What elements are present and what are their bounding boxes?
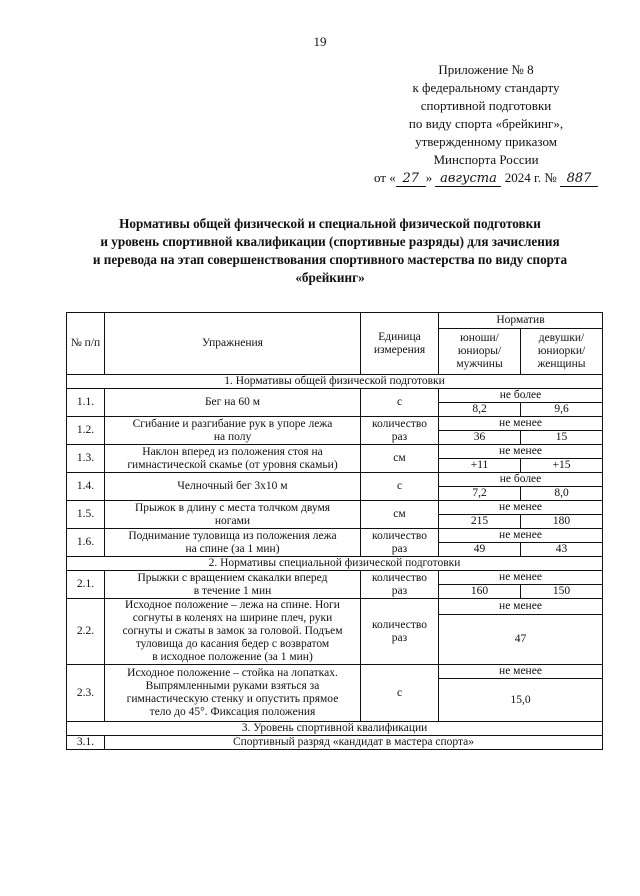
exercise-name xyxy=(105,417,361,445)
norm-qualifier: не менее xyxy=(439,571,603,585)
header-exercise: Упражнения xyxy=(105,313,361,375)
row-number: 1.3. xyxy=(67,445,105,473)
exercise-line: на спине (за 1 мин) xyxy=(185,542,280,555)
exercise-name xyxy=(105,445,361,473)
document-title xyxy=(60,215,600,287)
exercise-line: Исходное положение – стойка на лопатках. xyxy=(127,667,338,679)
unit: количество раз xyxy=(361,417,439,445)
exercise-name xyxy=(105,599,361,665)
norm-value-girls: 8,0 xyxy=(521,487,603,501)
norm-qualifier: не менее xyxy=(439,529,603,543)
title-line: и уровень спортивной квалификации (спортивные разряды) для зачисления xyxy=(100,234,560,249)
header-norm: Норматив xyxy=(439,313,603,329)
header-girls: девушки/ юниорки/ женщины xyxy=(521,329,603,375)
row-number: 1.6. xyxy=(67,529,105,557)
norm-qualifier: не менее xyxy=(439,665,603,679)
exercise-line: туловища до касания бедер с возвратом xyxy=(135,638,330,650)
unit: количество раз xyxy=(361,571,439,599)
exercise-line: гимнастической скамье (от уровня скамьи) xyxy=(127,458,338,471)
norm-qualifier: не более xyxy=(439,473,603,487)
exercise-line: Поднимание туловища из положения лежа xyxy=(128,529,337,542)
date-quote-close: » xyxy=(425,170,433,185)
exercise-line: Выпрямленными руками взяться за xyxy=(145,680,320,692)
title-line: Нормативы общей физической и специальной физической подготовки xyxy=(119,216,541,231)
exercise-line: Челночный бег 3х10 м xyxy=(177,480,288,492)
exercise-line: Наклон вперед из положения стоя на xyxy=(142,445,323,458)
appendix-line: по виду спорта «брейкинг», xyxy=(408,116,564,131)
date-prefix: от « xyxy=(373,170,396,185)
exercise-line: Прыжки с вращением скакалки вперед xyxy=(137,571,328,584)
appendix-line: Минспорта России xyxy=(433,152,539,167)
exercise-line: Прыжок в длину с места толчком двумя xyxy=(134,501,331,514)
unit: количество раз xyxy=(361,529,439,557)
exercise-line: гимнастическую стенку и опустить прямое xyxy=(126,693,339,705)
exercise-line: в исходное положение (за 1 мин) xyxy=(152,651,313,663)
norm-value-girls: 150 xyxy=(521,585,603,599)
norm-value-girls: 15 xyxy=(521,431,603,445)
appendix-line: спортивной подготовки xyxy=(420,98,552,113)
page-number: 19 xyxy=(313,34,327,49)
exercise-name xyxy=(105,473,361,501)
norm-value-girls: 180 xyxy=(521,515,603,529)
section-header: 1. Нормативы общей физической подготовки xyxy=(67,375,603,389)
norm-value-girls: +15 xyxy=(521,459,603,473)
appendix-line: Приложение № 8 xyxy=(438,62,534,77)
exercise-line: Сгибание и разгибание рук в упоре лежа xyxy=(132,417,333,430)
norm-qualifier: не менее xyxy=(439,599,603,615)
appendix-block xyxy=(372,61,600,187)
exercise-name xyxy=(105,529,361,557)
row-number: 3.1. xyxy=(67,736,105,750)
qualification-text: Спортивный разряд «кандидат в мастера спорта» xyxy=(105,736,603,750)
norm-value-boys: 8,2 xyxy=(439,403,521,417)
norm-value-boys: 36 xyxy=(439,431,521,445)
exercise-line: тело до 45°. Фиксация положения xyxy=(149,706,316,718)
appendix-line: утвержденному приказом xyxy=(415,134,557,149)
appendix-line: к федеральному стандарту xyxy=(412,80,560,95)
row-number: 1.5. xyxy=(67,501,105,529)
exercise-line: согнуты и сжаты в замок за головой. Подъем xyxy=(122,625,343,637)
norm-value-boys: 7,2 xyxy=(439,487,521,501)
exercise-name xyxy=(105,501,361,529)
norm-value-boys: 49 xyxy=(439,543,521,557)
exercise-line: Исходное положение – лежа на спине. Ноги xyxy=(125,599,340,611)
exercise-line: на полу xyxy=(213,430,252,443)
norm-qualifier: не менее xyxy=(439,501,603,515)
unit: с xyxy=(361,473,439,501)
header-boys: юноши/ юниоры/ мужчины xyxy=(439,329,521,375)
row-number: 1.2. xyxy=(67,417,105,445)
row-number: 2.2. xyxy=(67,599,105,665)
header-num: № п/п xyxy=(67,313,105,375)
appendix-date-line xyxy=(372,169,600,187)
date-year: 2024 г. № xyxy=(504,170,557,185)
row-number: 2.3. xyxy=(67,665,105,722)
norm-value-girls: 9,6 xyxy=(521,403,603,417)
unit: количество раз xyxy=(361,599,439,665)
exercise-name xyxy=(105,389,361,417)
norm-value: 15,0 xyxy=(439,679,603,722)
order-number-handwritten: 887 xyxy=(560,172,598,187)
title-line: «брейкинг» xyxy=(295,270,365,285)
unit: см xyxy=(361,445,439,473)
header-unit: Единица измерения xyxy=(361,313,439,375)
row-number: 1.1. xyxy=(67,389,105,417)
norm-value-boys: 160 xyxy=(439,585,521,599)
unit: см xyxy=(361,501,439,529)
unit: с xyxy=(361,665,439,722)
exercise-line: ногами xyxy=(214,514,251,527)
norm-value-girls: 43 xyxy=(521,543,603,557)
exercise-name xyxy=(105,571,361,599)
section-header: 3. Уровень спортивной квалификации xyxy=(67,722,603,736)
exercise-name xyxy=(105,665,361,722)
unit: с xyxy=(361,389,439,417)
norm-value-boys: 215 xyxy=(439,515,521,529)
row-number: 2.1. xyxy=(67,571,105,599)
exercise-line: в течение 1 мин xyxy=(193,584,272,597)
date-day-handwritten: 27 xyxy=(396,172,426,187)
section-header: 2. Нормативы специальной физической подготовки xyxy=(67,557,603,571)
norm-value: 47 xyxy=(439,615,603,665)
norm-qualifier: не менее xyxy=(439,417,603,431)
date-month-handwritten: августа xyxy=(435,172,501,187)
title-line: и перевода на этап совершенствования спортивного мастерства по виду спорта xyxy=(92,252,568,267)
row-number: 1.4. xyxy=(67,473,105,501)
norms-table xyxy=(66,312,603,750)
exercise-line: Бег на 60 м xyxy=(204,396,261,408)
norm-qualifier: не более xyxy=(439,389,603,403)
norm-value-boys: +11 xyxy=(439,459,521,473)
norm-qualifier: не менее xyxy=(439,445,603,459)
exercise-line: согнуты в коленях на ширине плеч, руки xyxy=(132,612,333,624)
